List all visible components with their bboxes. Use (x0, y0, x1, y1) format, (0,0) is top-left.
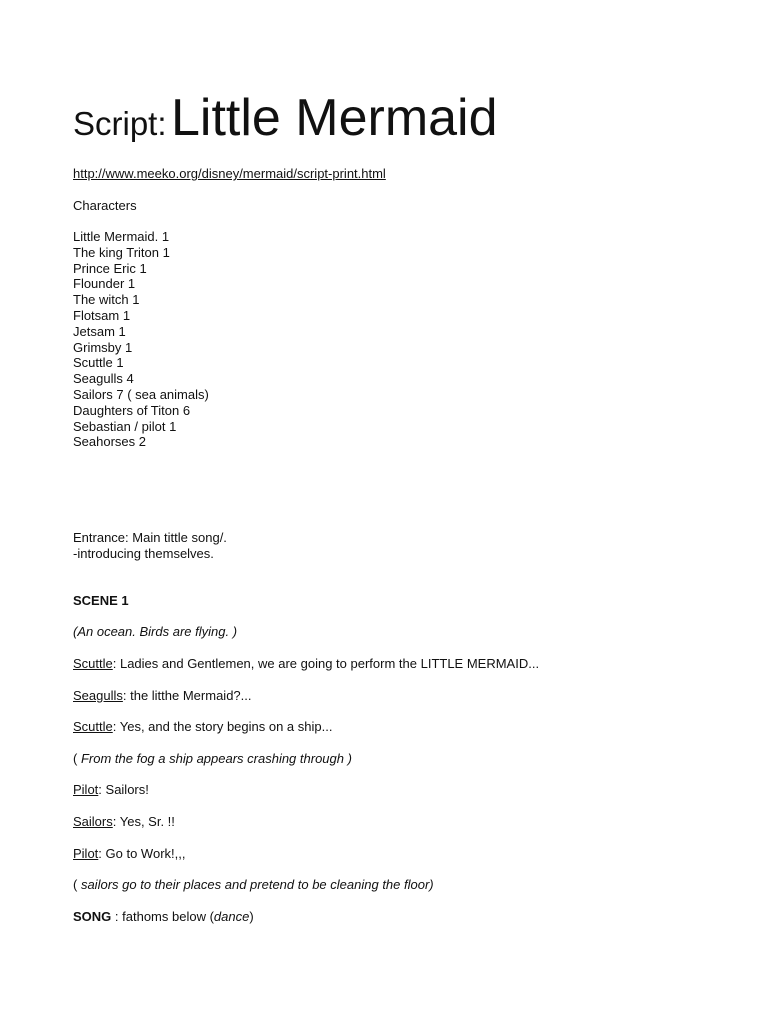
character-item: The witch 1 (73, 292, 140, 308)
character-item: Scuttle 1 (73, 355, 124, 371)
character-item: Little Mermaid. 1 (73, 229, 170, 244)
song-dance: dance (213, 909, 250, 924)
character-item: Seagulls 4 (73, 371, 134, 387)
stage-direction (73, 751, 352, 766)
character-item: Prince Eric 1 (73, 260, 147, 276)
character-item: Seahorses 2 (73, 434, 146, 450)
speaker-name: Scuttle (73, 719, 113, 734)
stage-text: sailors go to their places and pretend to be cleaning the floor) (80, 877, 434, 892)
dialogue-line (73, 846, 185, 861)
character-item: Jetsam 1 (73, 323, 126, 339)
speaker-name: Sailors (73, 814, 113, 829)
speaker-name: Scuttle (73, 656, 113, 671)
song-label: SONG (73, 909, 112, 924)
speaker-name: Pilot (73, 782, 99, 797)
entrance-line: Entrance: Main tittle song/. (73, 530, 227, 545)
dialogue-text: : Yes, Sr. !! (112, 814, 175, 829)
source-url-link[interactable]: http://www.meeko.org/disney/mermaid/script-print.html (73, 166, 386, 181)
song-line (73, 909, 254, 924)
stage-text: From the fog a ship appears crashing through ) (80, 751, 352, 766)
character-item: Sebastian / pilot 1 (73, 418, 177, 434)
stage-direction (73, 877, 434, 892)
speaker-name: Pilot (73, 846, 99, 861)
document-title (73, 88, 498, 148)
title-prefix: Script: (73, 105, 167, 142)
dialogue-text: : Sailors! (98, 782, 149, 797)
dialogue-text: : the litthe Mermaid?... (122, 688, 252, 703)
dialogue-text: : Yes, and the story begins on a ship... (112, 719, 333, 734)
characters-list (73, 229, 209, 450)
character-item: Grimsby 1 (73, 339, 133, 355)
entrance-line: -introducing themselves. (73, 546, 214, 561)
dialogue-line (73, 814, 175, 829)
title-main: Little Mermaid (170, 89, 498, 147)
stage-paren: ( (73, 877, 81, 892)
character-item: Daughters of Titon 6 (73, 402, 191, 418)
character-item: The king Triton 1 (73, 244, 170, 260)
dialogue-line (73, 656, 539, 671)
speaker-name: Seagulls (73, 688, 123, 703)
stage-direction: (An ocean. Birds are flying. ) (73, 624, 238, 639)
dialogue-text: : Ladies and Gentlemen, we are going to perform the LITTLE MERMAID... (112, 656, 540, 671)
stage-paren: ( (73, 751, 81, 766)
character-item: Sailors 7 ( sea animals) (73, 386, 209, 402)
song-text: : fathoms below ( (111, 909, 214, 924)
song-close: ) (249, 909, 254, 924)
scene-heading: SCENE 1 (73, 593, 129, 608)
dialogue-line (73, 688, 252, 703)
character-item: Flotsam 1 (73, 307, 131, 323)
characters-heading: Characters (73, 198, 137, 213)
dialogue-line (73, 782, 149, 797)
character-item: Flounder 1 (73, 276, 136, 292)
dialogue-text: : Go to Work!,,, (98, 846, 186, 861)
dialogue-line (73, 719, 332, 734)
